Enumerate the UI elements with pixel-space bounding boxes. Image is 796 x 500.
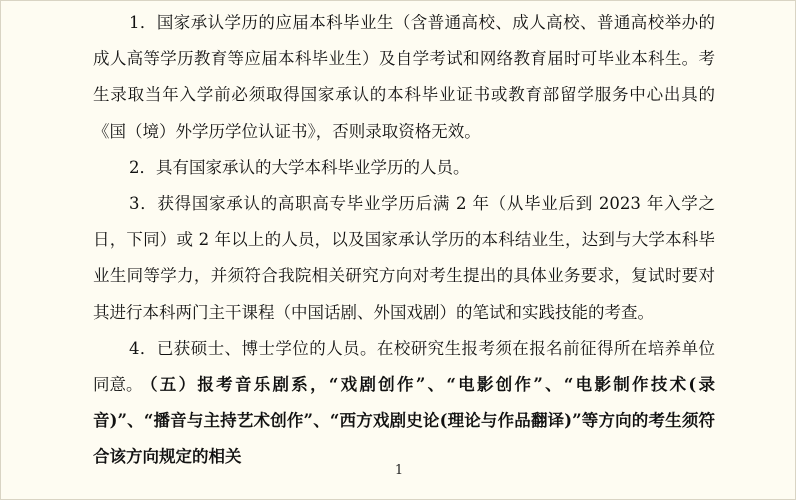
requirement-paragraph-1: 1．国家承认学历的应届本科毕业生（含普通高校、成人高校、普通高校举办的成人高等学历教育等应届本科毕业生）及自学考试和网络教育届时可毕业本科生。考生录取当年入学前必须取得国家承认的本科毕业证书或教育部留学服务中心出具的《国（境）外学历学位认证书》，否则录取资格无效。 [93, 13, 715, 141]
page-number: 1 [394, 463, 404, 478]
requirement-paragraph-3: 3．获得国家承认的高职高专毕业学历后满 2 年（从毕业后到 2023 年入学之日，下同）或 2 年以上的人员，以及国家承认学历的本科结业生，达到与大学本科毕业生同等学力，并须符合我院相关研究方向对考生提出的具体业务要求，复试时要对其进行本科两门主干课程（中国话剧、外国戏剧）的笔试和实践技能的考查。 [93, 194, 715, 322]
requirement-paragraph-4: 4．已获硕士、博士学位的人员。在校研究生报考须在报名前征得所在培养单位同意。 [93, 339, 715, 395]
section-heading-paragraph: （五）报考音乐剧系，“戏剧创作”、“电影创作”、“电影制作技术(录音)”、“播音与主持艺术创作”、“西方戏剧史论(理论与作品翻译)”等方向的考生须符合该方向规定的相关 [93, 375, 715, 467]
requirement-paragraph-2: 2．具有国家承认的大学本科毕业学历的人员。 [129, 158, 470, 177]
